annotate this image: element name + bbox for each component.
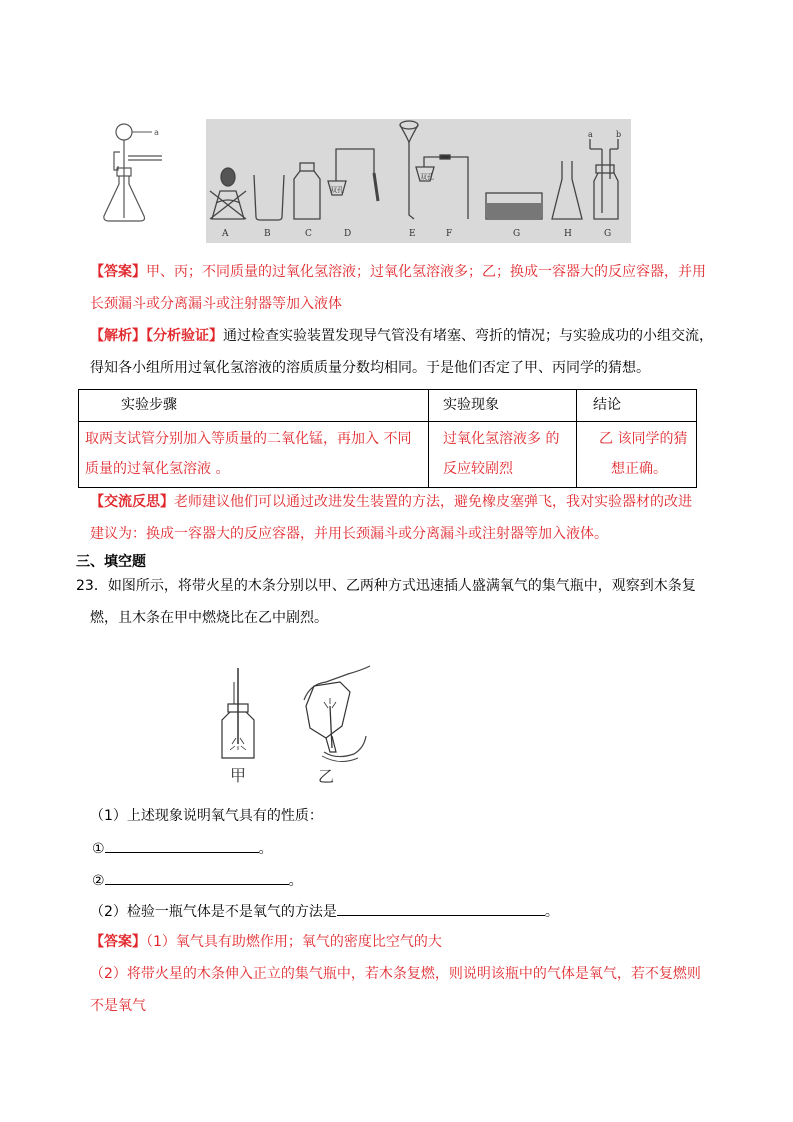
label-G: G	[513, 229, 521, 239]
label-H: H	[564, 229, 572, 239]
apparatus-d	[328, 149, 378, 201]
label-B: B	[264, 229, 271, 239]
table-row	[79, 422, 697, 488]
q23-stem-line2: 燃，且木条在甲中燃烧比在乙中剧烈。	[90, 610, 328, 626]
label-top-b: b	[616, 130, 622, 139]
q22-reflection-line2: 建议为：换成一容器大的反应容器，并用长颈漏斗或分离漏斗或注射器等加入液体。	[90, 526, 608, 542]
label-F: F	[446, 229, 453, 239]
q23-sub1: （1）上述现象说明氧气具有的性质：	[90, 808, 323, 824]
table-header-row	[79, 390, 697, 422]
apparatus-g	[486, 193, 542, 219]
q22-analysis-line2: 得知各小组所用过氧化氢溶液的溶质质量分数均相同。于是他们否定了甲、丙同学的猜想。	[90, 360, 650, 376]
q23-blank1: ① 。	[92, 838, 273, 859]
header-phenomenon: 实验现象	[429, 390, 577, 422]
apparatus-e	[400, 121, 418, 219]
apparatus-row-figure	[206, 119, 631, 243]
apparatus-b	[254, 175, 284, 220]
label-top-a: a	[588, 130, 593, 139]
q22-analysis-line1: 【解析】【分析验证】通过检查实验装置发现导气管没有堵塞、弯折的情况；与实验成功的小组交流，	[90, 328, 713, 344]
label-jia: 甲	[230, 766, 247, 785]
hole-label-d: 双孔	[330, 186, 344, 194]
header-conclusion: 结论	[577, 390, 697, 422]
q22-answer-line2: 长颈漏斗或分离漏斗或注射器等加入液体	[90, 296, 342, 312]
header-steps: 实验步骤	[79, 390, 429, 422]
q23-answer-line2: （2）将带火星的木条伸入正立的集气瓶中，若木条复燃，则说明该瓶中的气体是氧气，若不复燃则	[90, 966, 701, 982]
apparatus-a	[210, 168, 246, 219]
label-a: a	[154, 128, 159, 137]
blank-line-1[interactable]	[105, 838, 259, 853]
q23-blank2: ② 。	[92, 870, 303, 891]
label-A: A	[222, 229, 229, 239]
apparatus-f	[416, 155, 468, 219]
q23-stem-line1: 23．如图所示，将带火星的木条分别以甲、乙两种方式迅速插人盛满氧气的集气瓶中，观察到木条复	[76, 578, 696, 594]
label-yi: 乙	[318, 767, 335, 786]
bottle-yi-figure	[296, 656, 376, 786]
q23-answer-line3: 不是氧气	[90, 998, 146, 1014]
section-title: 三、填空题	[76, 554, 146, 570]
cell-steps: 取两支试管分别加入等质量的二氧化锰，再加入 不同 质量的过氧化氢溶液 。	[79, 422, 429, 488]
q23-answer-line1: 【答案】（1）氧气具有助燃作用；氧气的密度比空气的大	[90, 934, 442, 950]
q22-reflection-line1: 【交流反思】老师建议他们可以通过改进发生装置的方法，避免橡皮塞弹飞，我对实验器材的改进	[90, 494, 692, 510]
label-D: D	[344, 229, 352, 239]
apparatus-g2	[588, 130, 621, 219]
blank-line-3[interactable]	[337, 901, 545, 916]
cell-conclusion: 乙 该同学的猜 想正确。	[577, 422, 697, 488]
q22-answer-line1: 【答案】甲、丙；不同质量的过氧化氢溶液；过氧化氢溶液多；乙；换成一容器大的反应容器，并用	[90, 264, 706, 280]
label-C: C	[305, 229, 312, 239]
label-E: E	[409, 229, 416, 239]
label-G2: G	[604, 229, 612, 239]
apparatus-h	[552, 161, 582, 219]
apparatus-c	[294, 163, 320, 219]
q23-sub2: （2）检验一瓶气体是不是氧气的方法是 。	[90, 901, 559, 922]
blank-line-2[interactable]	[105, 870, 289, 885]
cell-phenomenon: 过氧化氢溶液多 的 反应较剧烈	[429, 422, 577, 488]
bottle-jia-figure	[212, 668, 262, 786]
experiment-table	[78, 389, 697, 488]
hole-label-f: 双孔	[420, 173, 434, 181]
flask-with-funnel-figure	[100, 118, 172, 228]
